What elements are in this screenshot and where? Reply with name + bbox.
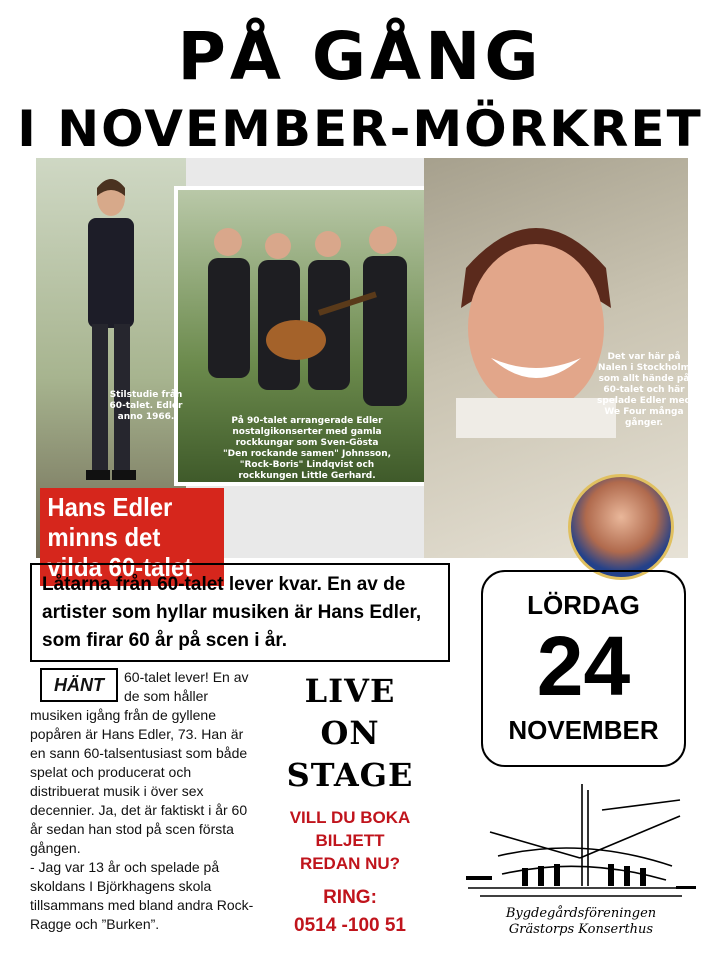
event-month: NOVEMBER [508,715,659,745]
article-paragraph-2: - Jag var 13 år och spelade på skoldans I Björkhagens skola tillsammans med bland andra Rock-Ragge och ”Burken”. [30,859,254,932]
poster-title-line-1: PÅ GÅNG [177,18,543,95]
booking-line-1: VILL DU BOKA [289,808,411,827]
booking-line-3: REDAN NU? [299,854,401,873]
event-date-box [481,570,686,767]
hant-tag: HÄNT [40,668,118,702]
standing-man-figure [76,170,146,500]
phone-number: 0514 -100 51 [294,915,406,936]
live-on-stage [270,670,430,796]
event-day-number: 24 [536,619,631,713]
intro-box: Låtarna från 60-talet lever kvar. En av de artister som hyllar musiken är Hans Edler, som firar 60 år på scen i år. [30,563,450,662]
live-line-3: STAGE [286,756,414,794]
event-weekday: LÖRDAG [527,590,640,620]
concert-hall-building-icon [462,776,700,906]
magazine-headline: Hans Edler minns det vilda 60-talet [40,488,224,586]
booking-prompt [268,806,432,875]
booking-phone [268,884,432,940]
caption-style-study: Stilstudie från 60-talet. Edler anno 1966. [109,390,183,422]
caption-nostalgia-concerts: På 90-talet arrangerade Edler nostalgikonserter med gamla rockkungar som Sven-Gösta "Den rockande samen" Johnsson, "Rock-Boris" Lindqvist och rockkungen Little Gerhard. [222,416,392,481]
live-line-1: LIVE [304,672,396,710]
inset-portrait [568,474,674,580]
booking-line-2: BILJETT [315,831,385,850]
live-line-2: ON [320,714,380,752]
poster-title-line-2: I NOVEMBER-MÖRKRET [17,100,703,158]
ring-label: RING: [323,887,377,908]
logo-text [462,906,700,938]
logo-text-line-1: Bygdegårdsföreningen [505,906,657,921]
logo-text-line-2: Grästorps Konserthus [508,922,654,937]
article-body [30,668,262,934]
magazine-photo-collage [36,158,692,582]
article-paragraph-1: 60-talet lever! En av de som håller musiken igång från de gyllene popåren är Hans Edler, 73. Han är en sann 60-talsentusiast som både spelat och producerat och distribuerat musik i över sex decennier. Ja, det är faktiskt i år 60 år sedan han stod på scen första gången. [30,669,249,856]
caption-nalen: Det var här på Nalen i Stockholm som allt hände på 60-talet och här spelade Edler med We Four många gånger. [596,352,692,428]
konserthus-logo [462,776,700,948]
